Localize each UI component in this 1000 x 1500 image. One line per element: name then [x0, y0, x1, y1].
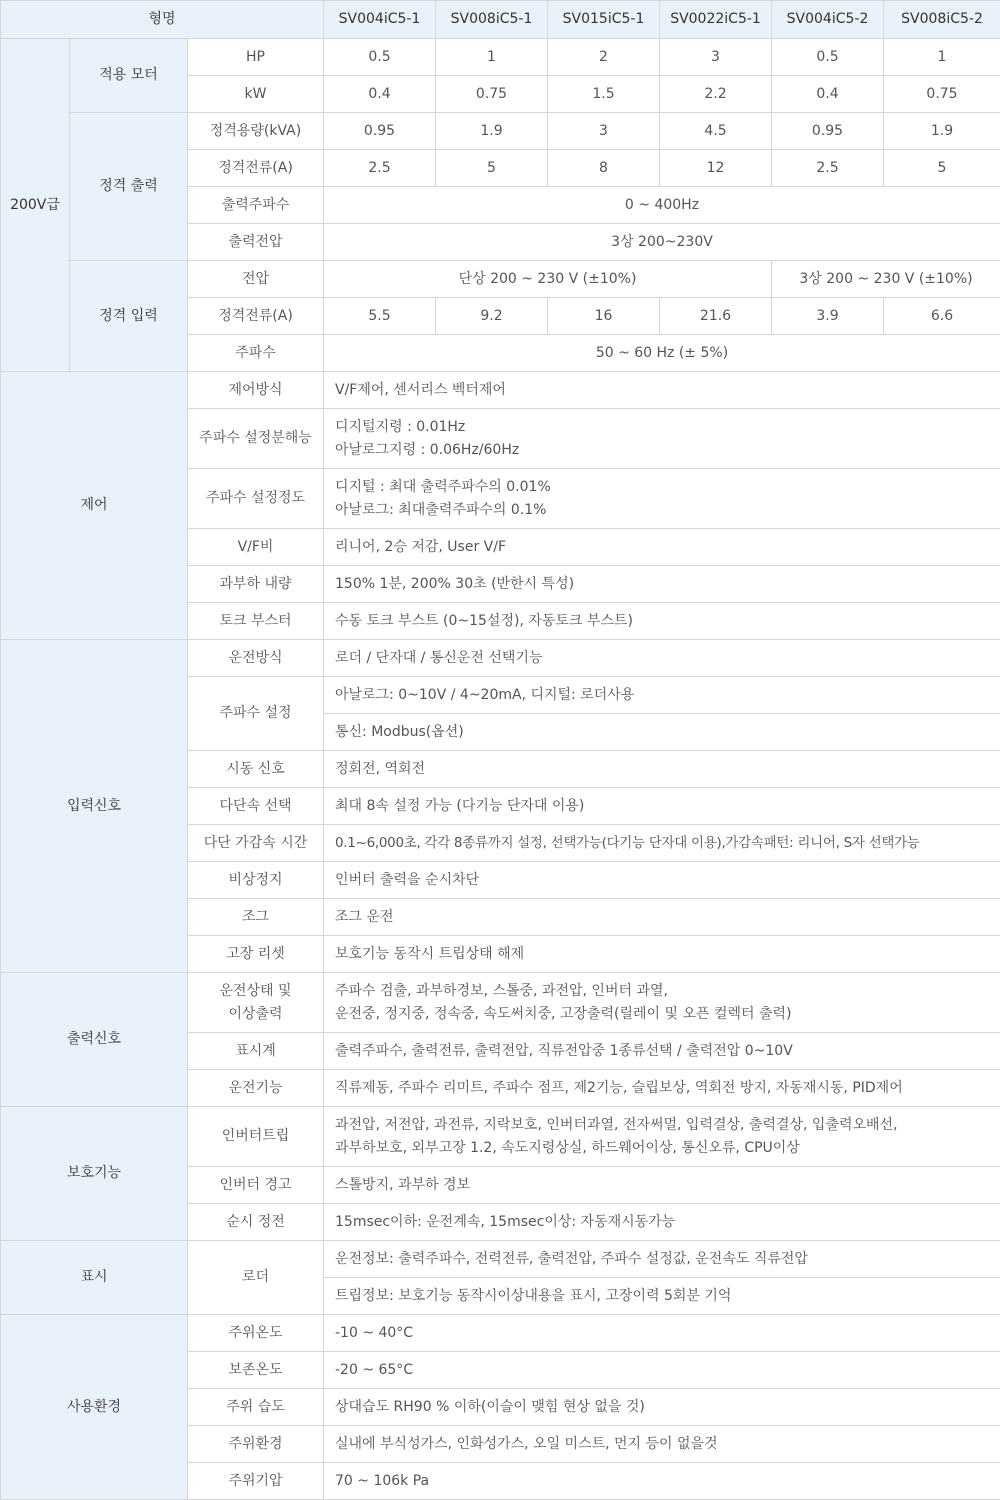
input-signal-row-value: 0.1~6,000초, 각각 8종류까지 설정, 선택가능(다기능 단자대 이용),가감속패턴: 리니어, S자 선택가능: [324, 825, 1000, 862]
loader-trip-info: 트립정보: 보호기능 동작시이상내용을 표시, 고장이력 5회분 기억: [324, 1278, 1000, 1315]
label-line: 이상출력: [196, 1003, 315, 1026]
label-line: 운전기능: [196, 1077, 315, 1100]
control-row-label: 주파수 설정정도: [188, 469, 324, 529]
value-line: V/F제어, 센서리스 벡터제어: [335, 379, 992, 402]
value-line: 과전압, 저전압, 과전류, 지락보호, 인버터과열, 전자써멀, 입력결상, 출력결상, 입출력오배선,: [335, 1114, 992, 1137]
output-signal-row-label: [188, 973, 324, 1033]
environment-row-value: -10 ~ 40°C: [324, 1315, 1000, 1352]
loader-label: 로더: [188, 1241, 324, 1315]
value-line: 출력주파수, 출력전류, 출력전압, 직류전압중 1종류선택 / 출력전압 0~10V: [335, 1040, 992, 1063]
input-signal-row-value: 조그 운전: [324, 899, 1000, 936]
kw-value: 0.4: [324, 76, 436, 113]
hp-value: 3: [660, 39, 772, 76]
control-row-label: 주파수 설정분해능: [188, 409, 324, 469]
control-row-value: [324, 566, 1000, 603]
control-row-label: V/F비: [188, 529, 324, 566]
kw-value: 0.4: [772, 76, 884, 113]
input-freq-label: 주파수: [188, 335, 324, 372]
kva-value: 0.95: [324, 113, 436, 150]
control-row-value: [324, 469, 1000, 529]
kw-value: 2.2: [660, 76, 772, 113]
output-voltage-label: 출력전압: [188, 224, 324, 261]
output-group-label: 정격 출력: [70, 113, 188, 261]
input-current-value: 6.6: [884, 298, 1000, 335]
spec-row-display: [1, 1241, 1000, 1278]
input-current-value: 16: [548, 298, 660, 335]
spec-row-output-signal: [1, 973, 1000, 1033]
kva-value: 1.9: [884, 113, 1000, 150]
header-model-4: SV0022iC5-1: [660, 1, 772, 39]
input-current-value: 5.5: [324, 298, 436, 335]
input-signal-row-value: 정회전, 역회전: [324, 751, 1000, 788]
output-current-value: 5: [884, 150, 1000, 187]
input-signal-row-value: 인버터 출력을 순시차단: [324, 862, 1000, 899]
spec-row-protection: [1, 1107, 1000, 1167]
spec-row-kva: [1, 113, 1000, 150]
protection-row-value: [324, 1204, 1000, 1241]
environment-row-label: 주위온도: [188, 1315, 324, 1352]
run-mode-label: 운전방식: [188, 640, 324, 677]
output-current-value: 5: [436, 150, 548, 187]
kw-value: 1.5: [548, 76, 660, 113]
spec-row-hp: [1, 39, 1000, 76]
hp-value: 1: [436, 39, 548, 76]
value-line: 스톨방지, 과부하 경보: [335, 1174, 992, 1197]
input-current-value: 9.2: [436, 298, 548, 335]
protection-row-label: 인버터 경고: [188, 1167, 324, 1204]
input-signal-row-label: 다단 가감속 시간: [188, 825, 324, 862]
input-group-label: 정격 입력: [70, 261, 188, 372]
value-line: 과부하보호, 외부고장 1.2, 속도지령상실, 하드웨어이상, 통신오류, CPU이상: [335, 1137, 992, 1160]
value-line: 150% 1분, 200% 30초 (반한시 특성): [335, 573, 992, 596]
header-model-5: SV004iC5-2: [772, 1, 884, 39]
value-line: 주파수 검출, 과부하경보, 스톨중, 과전압, 인버터 과열,: [335, 980, 992, 1003]
kw-label: kW: [188, 76, 324, 113]
value-line: 디지털 : 최대 출력주파수의 0.01%: [335, 476, 992, 499]
output-signal-row-value: [324, 1033, 1000, 1070]
spec-row-input-signal: [1, 640, 1000, 677]
environment-row-label: 주위 습도: [188, 1389, 324, 1426]
environment-row-label: 보존온도: [188, 1352, 324, 1389]
protection-group-label: 보호기능: [1, 1107, 188, 1241]
control-row-label: 토크 부스터: [188, 603, 324, 640]
spec-row-environment: [1, 1315, 1000, 1352]
environment-row-value: 실내에 부식성가스, 인화성가스, 오일 미스트, 먼지 등이 없을것: [324, 1426, 1000, 1463]
protection-row-value: [324, 1107, 1000, 1167]
output-current-value: 2.5: [324, 150, 436, 187]
input-current-value: 3.9: [772, 298, 884, 335]
environment-group-label: 사용환경: [1, 1315, 188, 1500]
hp-value: 2: [548, 39, 660, 76]
output-signal-row-value: [324, 1070, 1000, 1107]
freq-set-label: 주파수 설정: [188, 677, 324, 751]
header-model-label: 형명: [1, 1, 324, 39]
output-current-label: 정격전류(A): [188, 150, 324, 187]
protection-row-value: [324, 1167, 1000, 1204]
label-line: 운전상태 및: [196, 980, 315, 1003]
hp-value: 1: [884, 39, 1000, 76]
header-model-2: SV008iC5-1: [436, 1, 548, 39]
value-line: 운전중, 정지중, 정속중, 속도써치중, 고장출력(릴레이 및 오픈 컬렉터 출력): [335, 1003, 992, 1026]
output-signal-group-label: 출력신호: [1, 973, 188, 1107]
freq-set-value-analog: 아날로그: 0~10V / 4~20mA, 디지털: 로더사용: [324, 677, 1000, 714]
kva-value: 3: [548, 113, 660, 150]
output-freq-value: 0 ~ 400Hz: [324, 187, 1000, 224]
loader-run-info: 운전정보: 출력주파수, 전력전류, 출력전압, 주파수 설정값, 운전속도 직류전압: [324, 1241, 1000, 1278]
value-line: 직류제동, 주파수 리미트, 주파수 점프, 제2기능, 슬립보상, 역회전 방지, 자동재시동, PID제어: [335, 1077, 992, 1100]
hp-value: 0.5: [324, 39, 436, 76]
input-signal-row-value: 보호기능 동작시 트립상태 해제: [324, 936, 1000, 973]
input-voltage-single-phase: 단상 200 ~ 230 V (±10%): [324, 261, 772, 298]
input-voltage-three-phase: 3상 200 ~ 230 V (±10%): [772, 261, 1000, 298]
kva-value: 1.9: [436, 113, 548, 150]
value-line: 디지털지령 : 0.01Hz: [335, 416, 992, 439]
hp-label: HP: [188, 39, 324, 76]
input-voltage-label: 전압: [188, 261, 324, 298]
header-row: [1, 1, 1000, 39]
kw-value: 0.75: [884, 76, 1000, 113]
control-row-value: [324, 409, 1000, 469]
input-signal-group-label: 입력신호: [1, 640, 188, 973]
control-row-label: 제어방식: [188, 372, 324, 409]
input-current-value: 21.6: [660, 298, 772, 335]
input-signal-row-value: 최대 8속 설정 가능 (다기능 단자대 이용): [324, 788, 1000, 825]
control-group-label: 제어: [1, 372, 188, 640]
kva-label: 정격용량(kVA): [188, 113, 324, 150]
spec-row-input-voltage: [1, 261, 1000, 298]
environment-row-value: 70 ~ 106k Pa: [324, 1463, 1000, 1500]
value-line: 아날로그지령 : 0.06Hz/60Hz: [335, 439, 992, 462]
value-line: 리니어, 2승 저감, User V/F: [335, 536, 992, 559]
input-freq-value: 50 ~ 60 Hz (± 5%): [324, 335, 1000, 372]
output-freq-label: 출력주파수: [188, 187, 324, 224]
environment-row-label: 주위기압: [188, 1463, 324, 1500]
input-signal-row-label: 고장 리셋: [188, 936, 324, 973]
display-group-label: 표시: [1, 1241, 188, 1315]
spec-row-control: [1, 372, 1000, 409]
environment-row-value: 상대습도 RH90 % 이하(이슬이 맺힘 현상 없을 것): [324, 1389, 1000, 1426]
control-row-value: [324, 529, 1000, 566]
header-model-1: SV004iC5-1: [324, 1, 436, 39]
input-current-label: 정격전류(A): [188, 298, 324, 335]
value-line: 수동 토크 부스트 (0~15설정), 자동토크 부스트): [335, 610, 992, 633]
kva-value: 0.95: [772, 113, 884, 150]
protection-row-label: 순시 정전: [188, 1204, 324, 1241]
class-200v-label: 200V급: [1, 39, 70, 372]
hp-value: 0.5: [772, 39, 884, 76]
control-row-value: [324, 603, 1000, 640]
environment-row-label: 주위환경: [188, 1426, 324, 1463]
output-voltage-value: 3상 200~230V: [324, 224, 1000, 261]
control-row-label: 과부하 내량: [188, 566, 324, 603]
kw-value: 0.75: [436, 76, 548, 113]
header-model-3: SV015iC5-1: [548, 1, 660, 39]
input-signal-row-label: 다단속 선택: [188, 788, 324, 825]
run-mode-value: 로더 / 단자대 / 통신운전 선택기능: [324, 640, 1000, 677]
environment-row-value: -20 ~ 65°C: [324, 1352, 1000, 1389]
kva-value: 4.5: [660, 113, 772, 150]
control-row-value: [324, 372, 1000, 409]
value-line: 아날로그: 최대출력주파수의 0.1%: [335, 499, 992, 522]
output-signal-row-label: [188, 1070, 324, 1107]
input-signal-row-label: 조그: [188, 899, 324, 936]
output-current-value: 8: [548, 150, 660, 187]
label-line: 표시계: [196, 1040, 315, 1063]
input-signal-row-label: 시동 신호: [188, 751, 324, 788]
header-model-6: SV008iC5-2: [884, 1, 1000, 39]
output-current-value: 12: [660, 150, 772, 187]
output-signal-row-label: [188, 1033, 324, 1070]
input-signal-row-label: 비상정지: [188, 862, 324, 899]
value-line: 15msec이하: 운전계속, 15msec이상: 자동재시동가능: [335, 1211, 992, 1234]
motor-group-label: 적용 모터: [70, 39, 188, 113]
freq-set-value-comm: 통신: Modbus(옵션): [324, 714, 1000, 751]
output-signal-row-value: [324, 973, 1000, 1033]
protection-row-label: 인버터트립: [188, 1107, 324, 1167]
output-current-value: 2.5: [772, 150, 884, 187]
